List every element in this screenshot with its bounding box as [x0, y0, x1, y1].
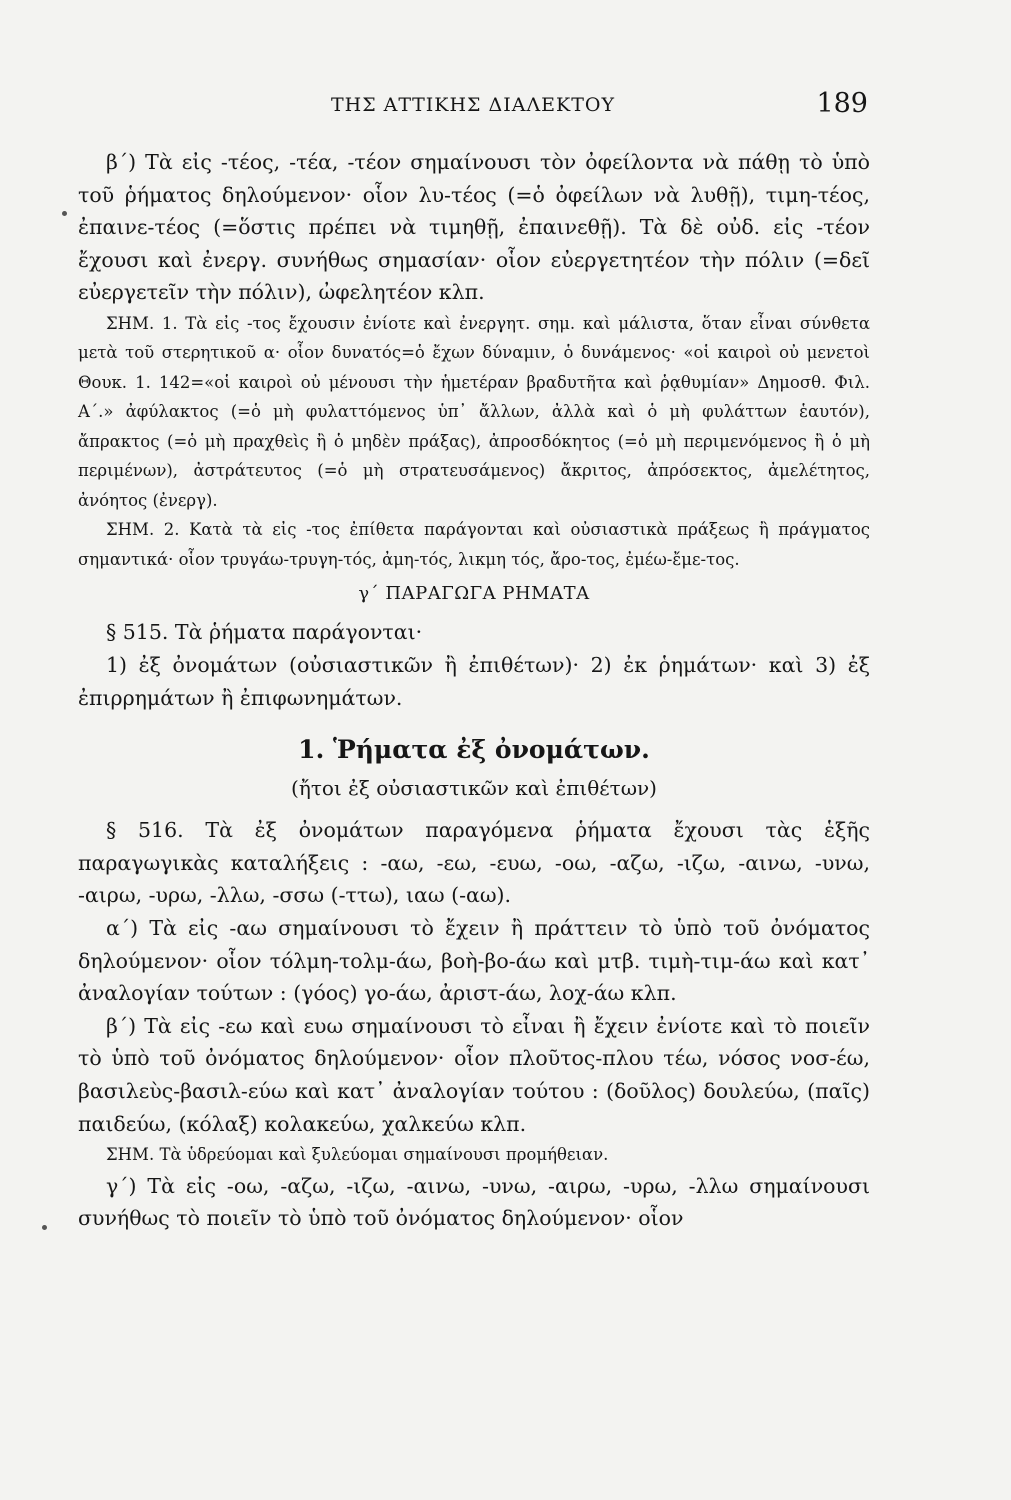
note-2: ΣΗΜ. 2. Κατὰ τὰ εἰς -τος ἐπίθετα παράγονται καὶ οὐσιαστικὰ πράξεως ἢ πράγματος σημαντικά· οἷον τρυγάω-τρυγη-τός, ἀμη-τός, λικμη τός, ἄρο-τος, ἐμέω-ἔμε-τος.: [78, 520, 870, 569]
paragraph-alpha-ao: α΄) Τὰ εἰς -αω σημαίνουσι τὸ ἔχειν ἢ πράττειν τὸ ὑπὸ τοῦ ὀνόματος δηλούμενον· οἷον τόλμη-τολμ-άω, βοὴ-βο-άω καὶ μτβ. τιμὴ-τιμ-άω καὶ κατ᾽ ἀναλογίαν τούτων : (γόος) γο-άω, ἀριστ-άω, λοχ-άω κλπ.: [78, 916, 870, 1006]
paragraph-gamma-oo: γ΄) Τὰ εἰς -οω, -αζω, -ιζω, -αινω, -υνω, -αιρω, -υρω, -λλω σημαίνουσι συνήθως τὸ ποιεῖν τὸ ὑπὸ τοῦ ὀνόματος δηλούμενον· οἷον: [78, 1173, 870, 1231]
paragraph-516: § 516. Τὰ ἐξ ὀνομάτων παραγόμενα ῥήματα ἔχουσι τὰς ἑξῆς παραγωγικὰς καταλήξεις : -αω, -εω, -ευω, -οω, -αζω, -ιζω, -αινω, -υνω, -αιρω, -υρω, -λλω, -σσω (-ττω), ιαω (-αω).: [78, 818, 870, 908]
section-subtitle: (ἤτοι ἐξ οὐσιαστικῶν καὶ ἐπιθέτων): [291, 776, 657, 801]
note-1: ΣΗΜ. 1. Τὰ εἰς -τος ἔχουσιν ἐνίοτε καὶ ἐνεργητ. σημ. καὶ μάλιστα, ὅταν εἶναι σύνθετα μετὰ τοῦ στερητικοῦ α· οἷον δυνατός=ὁ ἔχων δύναμιν, ὁ δυνάμενος· «οἱ καιροὶ οὐ μενετοὶ Θουκ. 1. 142=«οἱ καιροὶ οὐ μένουσι τὴν ἡμετέραν βραδυτῆτα καὶ ῥᾳθυμίαν» Δημοσθ. Φιλ. Α΄.» ἀφύλακτος (=ὁ μὴ φυλαττόμενος ὑπ᾽ ἄλλων, ἀλλὰ καὶ ὁ μὴ φυλάττων ἑαυτόν), ἄπρακτος (=ὁ μὴ πραχθεὶς ἢ ὁ μηδὲν πράξας), ἀπροσδόκητος (=ὁ μὴ περιμενόμενος ἢ ὁ μὴ περιμένων), ἀστράτευτος (=ὁ μὴ στρατευσάμενος) ἄκριτος, ἀπρόσεκτος, ἀμελέτητος, ἀνόητος (ἐνεργ).: [78, 313, 870, 510]
paragraph-beta-teos: β΄) Τὰ εἰς -τέος, -τέα, -τέον σημαίνουσι τὸν ὀφείλοντα νὰ πάθῃ τὸ ὑπὸ τοῦ ῥήματος δηλούμενον· οἷον λυ-τέος (=ὁ ὀφείλων νὰ λυθῇ), τιμη-τέος, ἐπαινε-τέος (=ὅστις πρέπει νὰ τιμηθῇ, ἐπαινεθῇ). Τὰ δὲ οὐδ. εἰς -τέον ἔχουσι καὶ ἐνεργ. συνήθως σημασίαν· οἷον εὐεργετητέον τὴν πόλιν (=δεῖ εὐεργετεῖν τὴν πόλιν), ὠφελητέον κλπ.: [78, 150, 870, 305]
page-number: 189: [816, 88, 868, 119]
page-body: [78, 146, 870, 1235]
paragraph-515: § 515. Τὰ ῥήματα παράγονται·: [106, 620, 423, 645]
section-title: 1. Ῥήματα ἐξ ὀνομάτων.: [298, 735, 650, 765]
note-3: ΣΗΜ. Τὰ ὑδρεύομαι καὶ ξυλεύομαι σημαίνουσι προμήθειαν.: [106, 1145, 609, 1165]
notes-block: [78, 309, 870, 575]
section-heading-derived-verbs: γ΄ ΠΑΡΑΓΩΓΑ ΡΗΜΑΤΑ: [358, 583, 590, 605]
margin-dot: [42, 1225, 47, 1230]
margin-dot: [62, 211, 67, 216]
page-header: [78, 88, 868, 128]
running-title: ΤΗΣ ΑΤΤΙΚΗΣ ΔΙΑΛΕΚΤΟΥ: [330, 94, 616, 116]
paragraph-515-list: 1) ἐξ ὀνομάτων (οὐσιαστικῶν ἢ ἐπιθέτων)· 2) ἐκ ῥημάτων· καὶ 3) ἐξ ἐπιρρημάτων ἢ ἐπιφωνημάτων.: [78, 653, 870, 710]
paragraph-beta-eo: β΄) Τὰ εἰς -εω καὶ ευω σημαίνουσι τὸ εἶναι ἢ ἔχειν ἐνίοτε καὶ τὸ ποιεῖν τὸ ὑπὸ τοῦ ὀνόματος δηλούμενον· οἷον πλοῦτος-πλου τέω, νόσος νοσ-έω, βασιλεὺς-βασιλ-εύω καὶ κατ᾽ ἀναλογίαν τούτου : (δοῦλος) δουλεύω, (παῖς) παιδεύω, (κόλαξ) κολακεύω, χαλκεύω κλπ.: [78, 1013, 870, 1136]
